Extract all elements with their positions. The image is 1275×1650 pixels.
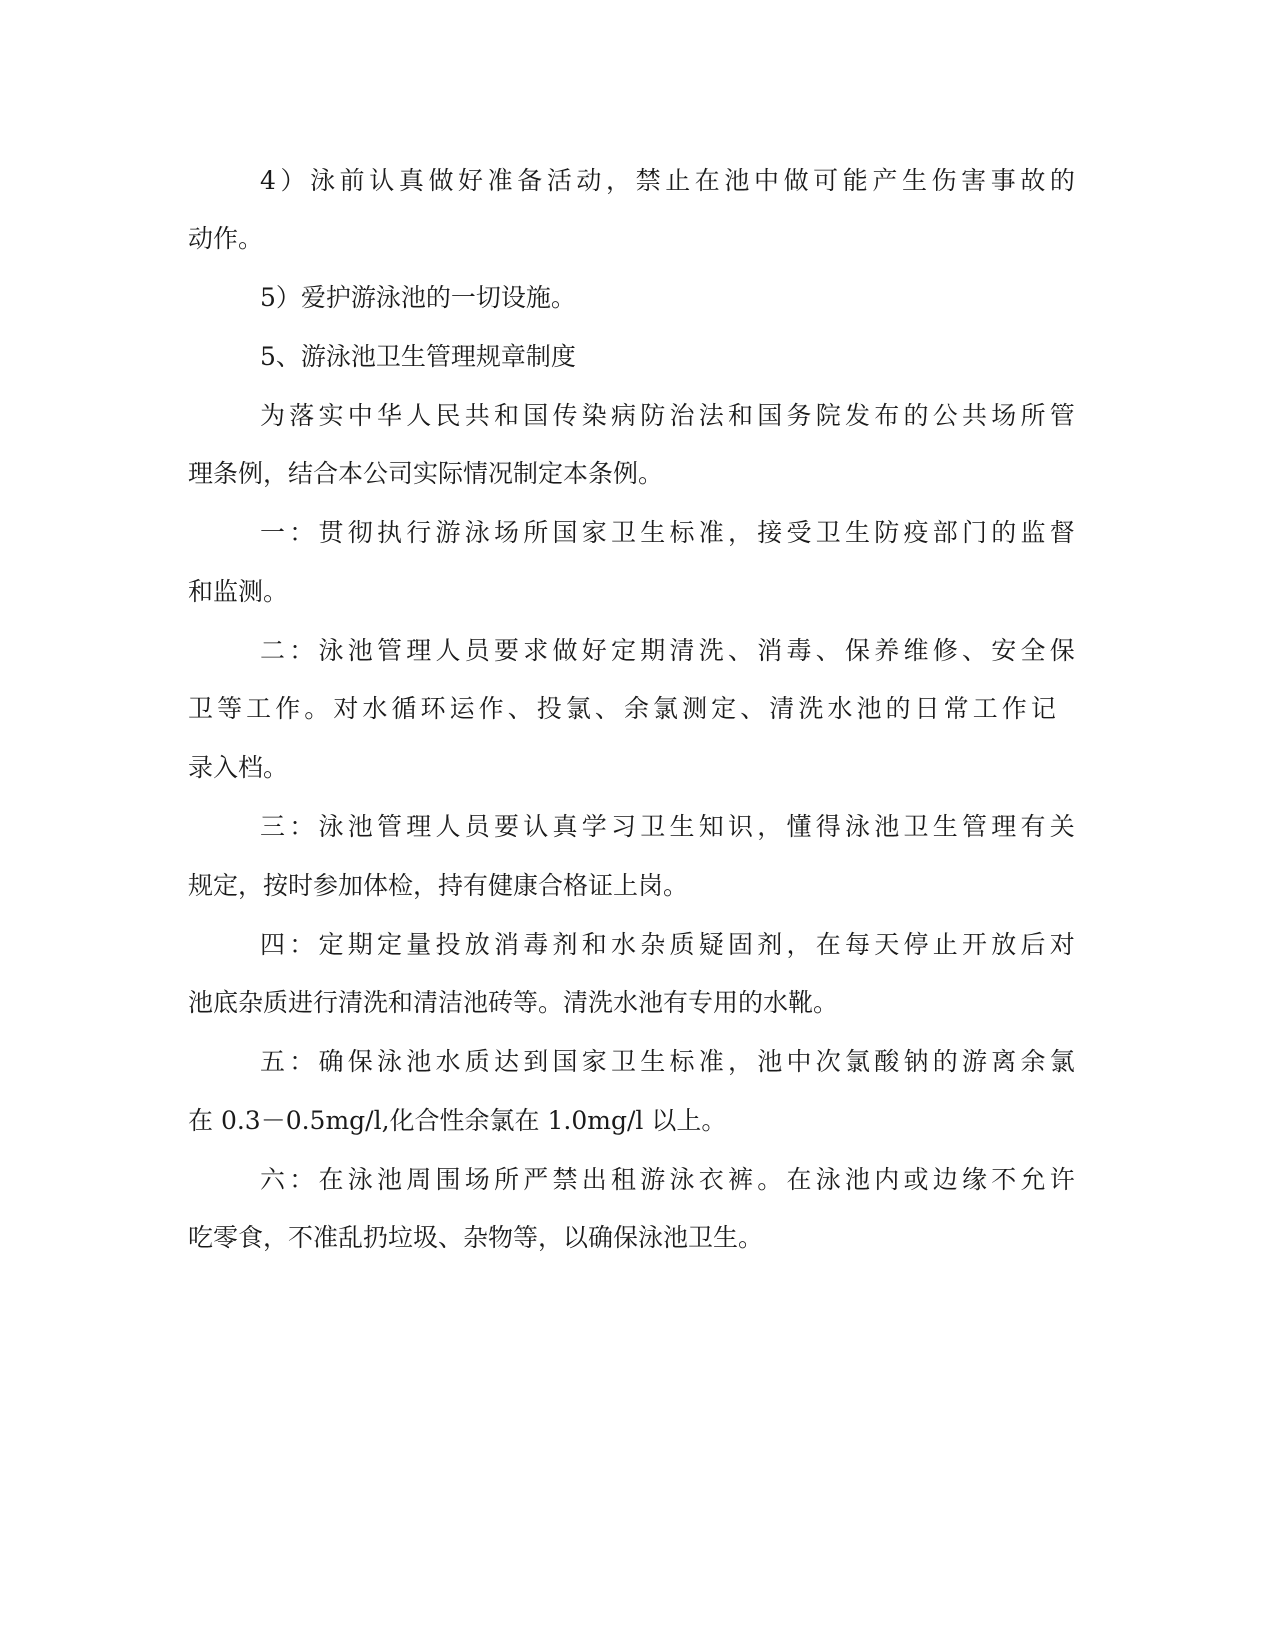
item-2-line-2: 卫 等 工 作 。 对 水 循 环 运 作 、 投 氯 、 余 氯 测 定 、 清 洗 水 池 的 日 常 工 作 记 — [188, 694, 1056, 723]
intro-line-2: 理条例，结合本公司实际情况制定本条例。 — [188, 459, 664, 488]
section-heading: 5、游泳池卫生管理规章制度 — [260, 342, 576, 371]
item-2-line-3: 录入档。 — [188, 753, 289, 782]
item-4-line-1: 四 ： 定 期 定 量 投 放 消 毒 剂 和 水 杂 质 疑 固 剂 ， 在 每 天 停 止 开 放 后 对 — [260, 930, 1075, 959]
item-5-line-1: 五 ： 确 保 泳 池 水 质 达 到 国 家 卫 生 标 准 ， 池 中 次 氯 酸 钠 的 游 离 余 氯 — [260, 1047, 1075, 1076]
item-5-line-2: 在 0.3－0.5mg/l,化合性余氯在 1.0mg/l 以上。 — [188, 1106, 727, 1135]
item-4-line-2: 池底杂质进行清洗和清洁池砖等。清洗水池有专用的水靴。 — [188, 988, 839, 1017]
rule-5-line-1: 5）爱护游泳池的一切设施。 — [260, 283, 576, 312]
item-3-line-2: 规定，按时参加体检，持有健康合格证上岗。 — [188, 871, 689, 900]
item-2-line-1: 二 ： 泳 池 管 理 人 员 要 求 做 好 定 期 清 洗 、 消 毒 、 保 养 维 修 、 安 全 保 — [260, 636, 1075, 665]
rule-4-line-1: 4 ） 泳 前 认 真 做 好 准 备 活 动 ， 禁 止 在 池 中 做 可 能 产 生 伤 害 事 故 的 — [260, 166, 1075, 195]
item-3-line-1: 三 ： 泳 池 管 理 人 员 要 认 真 学 习 卫 生 知 识 ， 懂 得 泳 池 卫 生 管 理 有 关 — [260, 812, 1075, 841]
item-1-line-2: 和监测。 — [188, 577, 289, 606]
item-6-line-2: 吃零食，不准乱扔垃圾、杂物等，以确保泳池卫生。 — [188, 1223, 764, 1252]
rule-4-line-2: 动作。 — [188, 224, 264, 253]
intro-line-1: 为 落 实 中 华 人 民 共 和 国 传 染 病 防 治 法 和 国 务 院 发 布 的 公 共 场 所 管 — [260, 401, 1075, 430]
item-6-line-1: 六 ： 在 泳 池 周 围 场 所 严 禁 出 租 游 泳 衣 裤 。 在 泳 池 内 或 边 缘 不 允 许 — [260, 1165, 1075, 1194]
item-1-line-1: 一 ： 贯 彻 执 行 游 泳 场 所 国 家 卫 生 标 准 ， 接 受 卫 生 防 疫 部 门 的 监 督 — [260, 518, 1075, 547]
